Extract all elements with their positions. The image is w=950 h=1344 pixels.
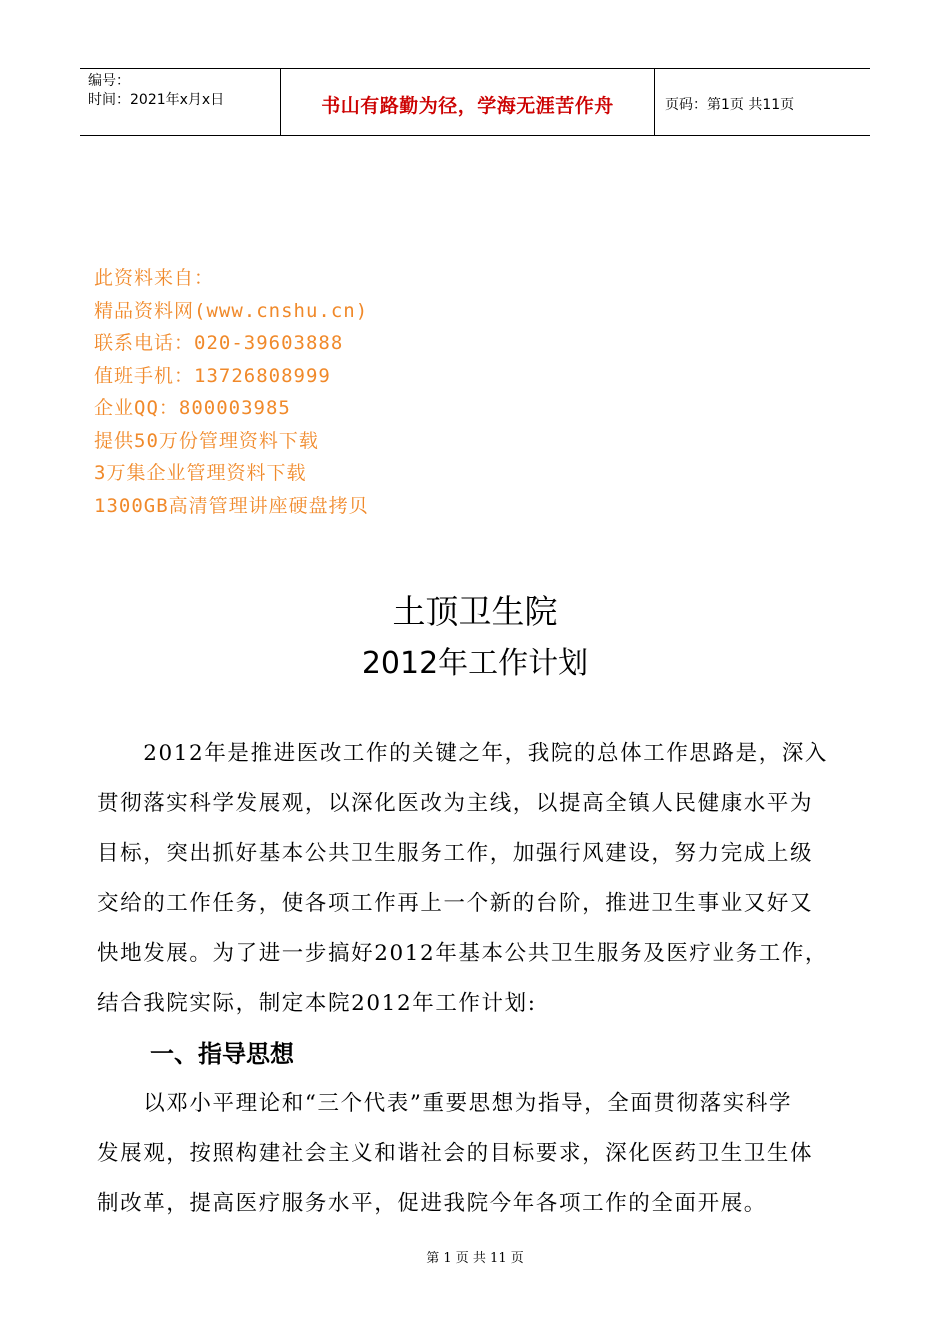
source-line: 此资料来自：	[94, 267, 215, 289]
document-subtitle: 2012年工作计划	[361, 646, 589, 681]
document-header	[80, 68, 870, 136]
paragraph-line: 贯彻落实科学发展观，以深化医改为主线，以提高全镇人民健康水平为	[97, 791, 814, 816]
intro-paragraph	[97, 729, 857, 1029]
header-motto-cell	[281, 69, 655, 135]
paragraph-line: 制改革，提高医疗服务水平，促进我院今年各项工作的全面开展。	[97, 1191, 767, 1216]
paragraph-line: 2012年是推进医改工作的关键之年，我院的总体工作思路是，深入	[97, 741, 829, 766]
header-page-info: 页码：第1页 共11页	[665, 97, 795, 113]
paragraph-line: 交给的工作任务，使各项工作再上一个新的台阶，推进卫生事业又好又	[97, 891, 814, 916]
header-meta-cell	[80, 69, 281, 135]
document-number: 编号：	[88, 73, 130, 89]
document-date: 时间：2021年x月x日	[88, 92, 225, 108]
source-mobile: 值班手机：13726808999	[94, 364, 331, 387]
section-heading: 一、指导思想	[150, 1040, 294, 1068]
source-line: 3万集企业管理资料下载	[94, 462, 307, 484]
paragraph-line: 以邓小平理论和“三个代表”重要思想为指导，全面贯彻落实科学	[97, 1091, 793, 1116]
source-phone: 联系电话：020-39603888	[94, 332, 344, 354]
paragraph-line: 目标，突出抓好基本公共卫生服务工作，加强行风建设，努力完成上级	[97, 841, 814, 866]
source-qq: 企业QQ：800003985	[94, 397, 291, 419]
document-title: 土顶卫生院	[392, 592, 558, 631]
guiding-principle-paragraph	[97, 1079, 857, 1229]
page-footer: 第 1 页 共 11 页	[426, 1251, 524, 1266]
header-page-cell	[655, 69, 870, 135]
paragraph-line: 结合我院实际，制定本院2012年工作计划:	[97, 991, 537, 1016]
paragraph-line: 快地发展。为了进一步搞好2012年基本公共卫生服务及医疗业务工作，	[97, 941, 829, 966]
source-website: 精品资料网(www.cnshu.cn)	[94, 299, 369, 322]
source-line: 提供50万份管理资料下载	[94, 429, 319, 452]
source-line: 1300GB高清管理讲座硬盘拷贝	[94, 494, 369, 517]
paragraph-line: 发展观，按照构建社会主义和谐社会的目标要求，深化医药卫生卫生体	[97, 1141, 814, 1166]
header-motto: 书山有路勤为径，学海无涯苦作舟	[321, 95, 614, 117]
source-info-block	[94, 262, 369, 522]
